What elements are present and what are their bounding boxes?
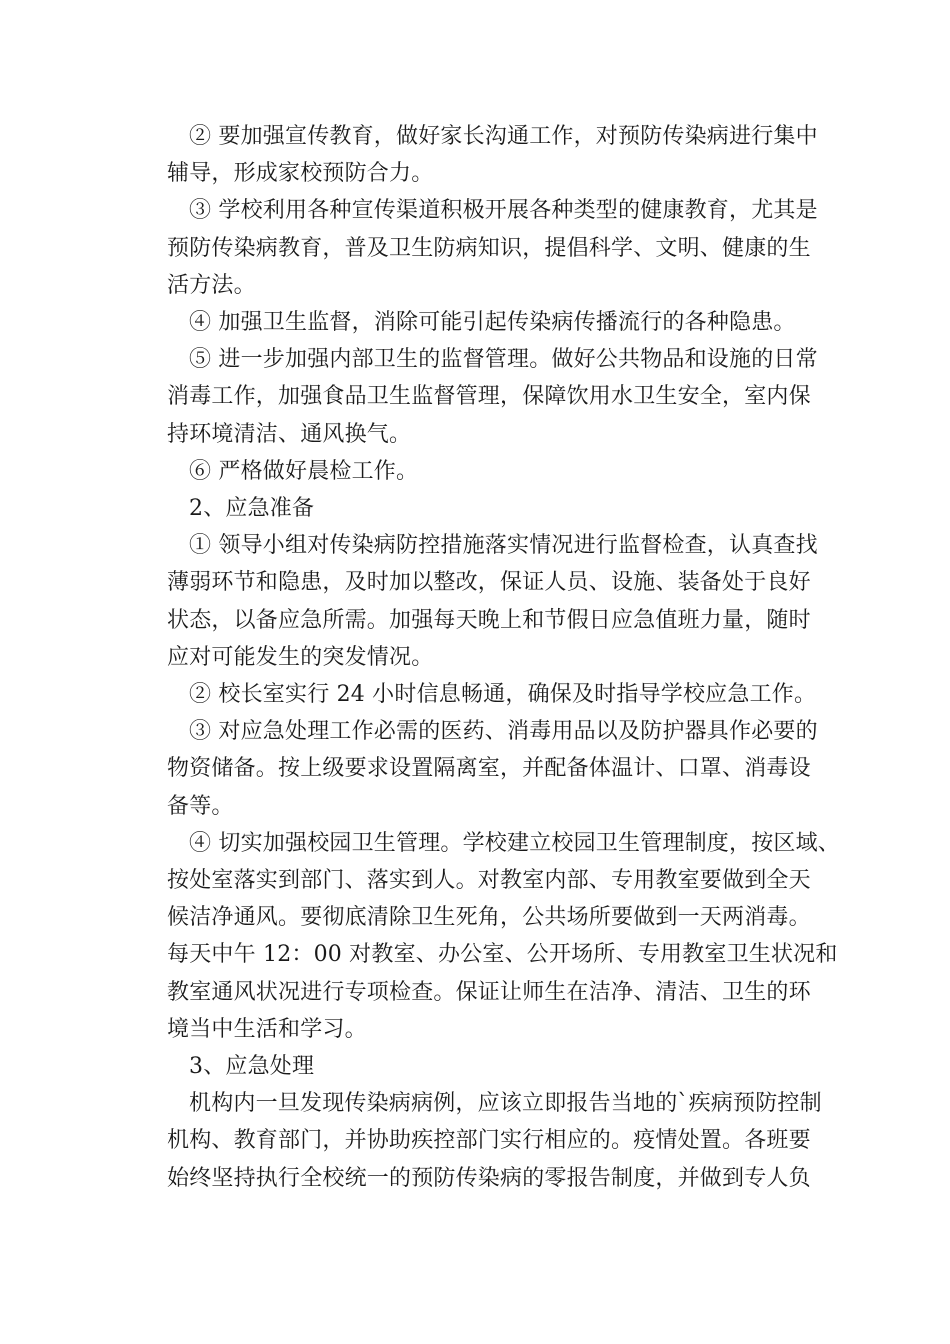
text-line: ④ 加强卫生监督，消除可能引起传染病传播流行的各种隐患。 — [189, 310, 796, 336]
paragraph-hygiene-supervision — [145, 304, 809, 341]
paragraph-24h-communication — [145, 676, 817, 713]
text-line: 始终坚持执行全校统一的预防传染病的零报告制度，并做到专人负 — [167, 1165, 811, 1191]
text-line: 物资储备。按上级要求设置隔离室，并配备体温计、口罩、消毒设 — [167, 756, 811, 782]
text-line: 应对可能发生的突发情况。 — [167, 644, 434, 670]
text-line: 境当中生活和学习。 — [167, 1016, 367, 1042]
paragraph-morning-check — [145, 453, 809, 490]
text-line: ③ 对应急处理工作必需的医药、消毒用品以及防护器具作必要的 — [189, 719, 818, 745]
text-line: 机构、教育部门，并协助疾控部门实行相应的。疫情处置。各班要 — [167, 1128, 811, 1154]
text-line: 预防传染病教育，普及卫生防病知识，提倡科学、文明、健康的生 — [167, 235, 811, 261]
text-line: 教室通风状况进行专项检查。保证让师生在洁净、清洁、卫生的环 — [167, 979, 811, 1005]
text-line: 按处室落实到部门、落实到人。对教室内部、专用教室要做到全天 — [167, 868, 811, 894]
section-heading-emergency-handling — [145, 1048, 809, 1085]
text-line: ② 校长室实行 24 小时信息畅通，确保及时指导学校应急工作。 — [189, 682, 817, 708]
text-line: ④ 切实加强校园卫生管理。学校建立校园卫生管理制度，按区域、 — [189, 830, 840, 856]
text-line: 薄弱环节和隐患，及时加以整改，保证人员、设施、装备处于良好 — [167, 570, 811, 596]
text-line: 辅导，形成家校预防合力。 — [167, 161, 434, 187]
text-line: 备等。 — [167, 793, 234, 819]
text-line: 消毒工作，加强食品卫生监督管理，保障饮用水卫生安全，室内保 — [167, 384, 811, 410]
text-line: 候洁净通风。要彻底清除卫生死角，公共场所要做到一天两消毒。 — [167, 905, 811, 931]
text-line: ② 要加强宣传教育，做好家长沟通工作，对预防传染病进行集中 — [189, 124, 818, 149]
text-line: 状态，以备应急所需。加强每天晚上和节假日应急值班力量，随时 — [167, 607, 811, 633]
section-heading: 2、应急准备 — [189, 496, 315, 522]
text-line: 持环境清洁、通风换气。 — [167, 421, 412, 447]
section-heading-emergency-preparation — [145, 490, 809, 527]
text-line: ③ 学校利用各种宣传渠道积极开展各种类型的健康教育，尤其是 — [189, 198, 818, 224]
paragraph-publicity-education — [145, 118, 818, 192]
text-line: ① 领导小组对传染病防控措施落实情况进行监督检查，认真查找 — [189, 533, 818, 559]
paragraph-case-reporting — [145, 1085, 822, 1197]
paragraph-internal-hygiene — [145, 341, 818, 453]
paragraph-campus-hygiene — [145, 825, 840, 1048]
section-heading: 3、应急处理 — [189, 1054, 315, 1080]
paragraph-health-education — [145, 192, 818, 304]
paragraph-leadership-inspection — [145, 527, 818, 676]
paragraph-material-reserve — [145, 713, 818, 825]
text-line: ⑥ 严格做好晨检工作。 — [189, 458, 419, 484]
text-line: 每天中午 12：00 对教室、办公室、公开场所、专用教室卫生状况和 — [167, 942, 838, 968]
text-line: 活方法。 — [167, 272, 256, 298]
text-line: 机构内一旦发现传染病病例，应该立即报告当地的`疾病预防控制 — [189, 1091, 822, 1117]
document-body — [145, 118, 840, 1197]
text-line: ⑤ 进一步加强内部卫生的监督管理。做好公共物品和设施的日常 — [189, 347, 818, 373]
